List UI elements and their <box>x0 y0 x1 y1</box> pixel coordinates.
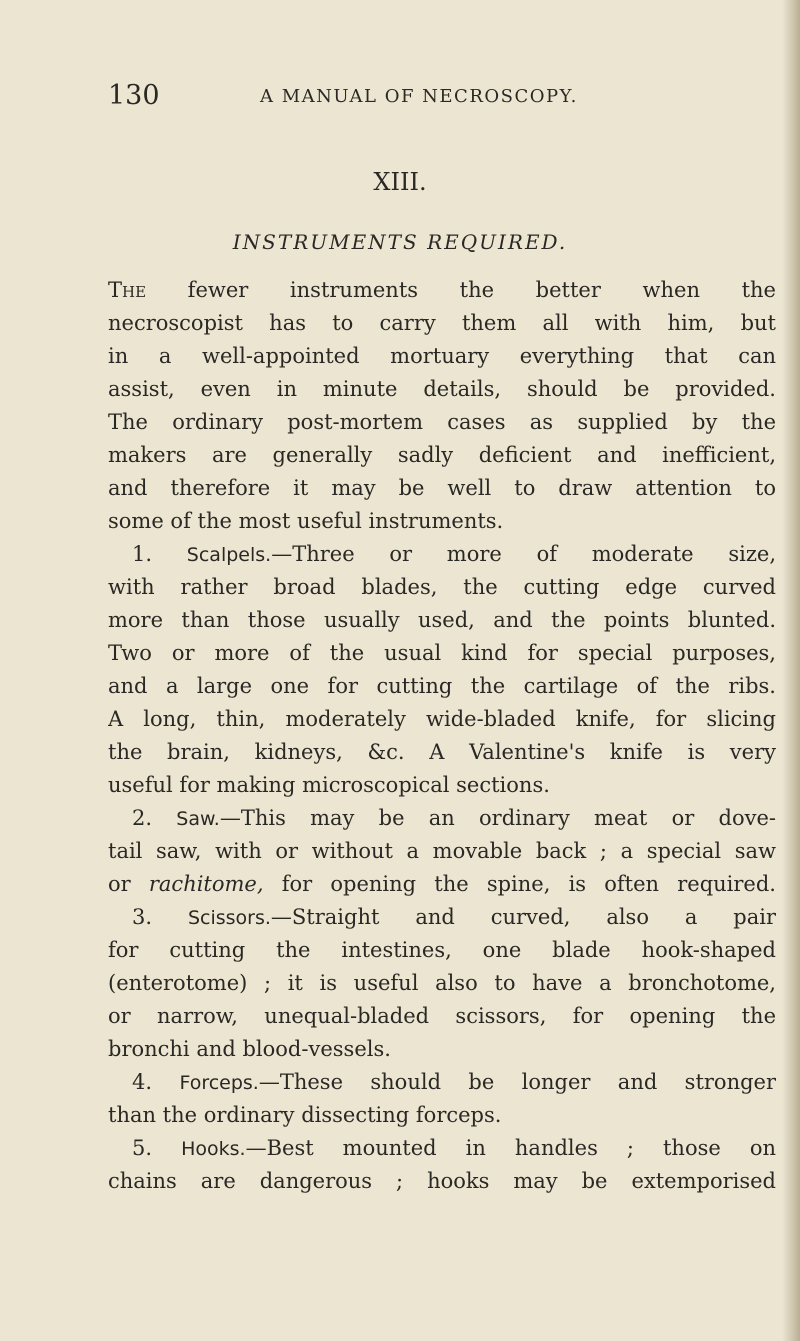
chapter-number: XIII. <box>373 168 427 196</box>
paragraph-line: makers are generally sadly deficient and inefficient, <box>108 443 776 467</box>
page-number: 130 <box>108 80 160 111</box>
item-number: 1. <box>132 542 153 566</box>
paragraph-line: chains are dangerous ; hooks may be extemporised <box>108 1169 776 1193</box>
line-text: or <box>108 872 131 896</box>
paragraph-line: more than those usually used, and the points blunted. <box>108 608 776 632</box>
item-hooks <box>132 1133 776 1163</box>
item-heading: Forceps. <box>179 1072 259 1094</box>
line-text: for opening the spine, is often required. <box>281 872 776 896</box>
paragraph-line <box>108 869 776 899</box>
paragraph-line: and a large one for cutting the cartilage of the ribs. <box>108 674 776 698</box>
item-heading: Hooks. <box>181 1138 246 1160</box>
paragraph-line: bronchi and blood-vessels. <box>108 1037 391 1061</box>
line-text: —These should be longer and stronger <box>258 1070 776 1094</box>
paragraph-line: in a well-appointed mortuary everything that can <box>108 344 776 368</box>
paragraph-line: some of the most useful instruments. <box>108 509 504 533</box>
line-text: —Three or more of moderate size, <box>271 542 776 566</box>
item-number: 4. <box>132 1070 153 1094</box>
chapter-title: INSTRUMENTS REQUIRED. <box>232 230 568 254</box>
item-scissors <box>132 902 776 932</box>
item-heading: Scissors. <box>187 907 271 929</box>
paragraph-line: The ordinary post-mortem cases as supplied by the <box>108 410 776 434</box>
paragraph-line: necroscopist has to carry them all with him, but <box>108 311 776 335</box>
first-word: The <box>108 278 147 302</box>
item-heading: Saw. <box>176 808 220 830</box>
item-number: 3. <box>132 905 153 929</box>
item-heading: Scalpels. <box>186 544 272 566</box>
paragraph-line: than the ordinary dissecting forceps. <box>108 1103 502 1127</box>
line-text: —Best mounted in handles ; those on <box>245 1136 776 1160</box>
paragraph-line: (enterotome) ; it is useful also to have a bronchotome, <box>108 971 776 995</box>
paragraph-line: for cutting the intestines, one blade hook-shaped <box>108 938 776 962</box>
paragraph-line: tail saw, with or without a movable back ; a special saw <box>108 839 776 863</box>
item-forceps <box>132 1067 776 1097</box>
paragraph-line: and therefore it may be well to draw attention to <box>108 476 776 500</box>
paragraph-line: the brain, kidneys, &c. A Valentine's knife is very <box>108 740 776 764</box>
paragraph-line: A long, thin, moderately wide-bladed knife, for slicing <box>108 707 776 731</box>
paragraph-line <box>108 275 776 305</box>
paragraph-line: or narrow, unequal-bladed scissors, for opening the <box>108 1004 776 1028</box>
item-number: 2. <box>132 806 153 830</box>
item-number: 5. <box>132 1136 153 1160</box>
paragraph-line: Two or more of the usual kind for special purposes, <box>108 641 776 665</box>
page-header <box>108 80 728 120</box>
item-scalpels <box>132 539 776 569</box>
running-head: A MANUAL OF NECROSCOPY. <box>260 86 578 107</box>
italic-term: rachitome, <box>148 872 264 896</box>
line-text: —Straight and curved, also a pair <box>270 905 776 929</box>
line-text: fewer instruments the better when the <box>187 278 776 302</box>
paragraph-line: useful for making microscopical sections. <box>108 773 550 797</box>
item-saw <box>132 803 776 833</box>
paragraph-line: with rather broad blades, the cutting edge curved <box>108 575 776 599</box>
page-edge-shadow <box>782 0 800 1341</box>
line-text: —This may be an ordinary meat or dove- <box>219 806 776 830</box>
paragraph-line: assist, even in minute details, should be provided. <box>108 377 776 401</box>
